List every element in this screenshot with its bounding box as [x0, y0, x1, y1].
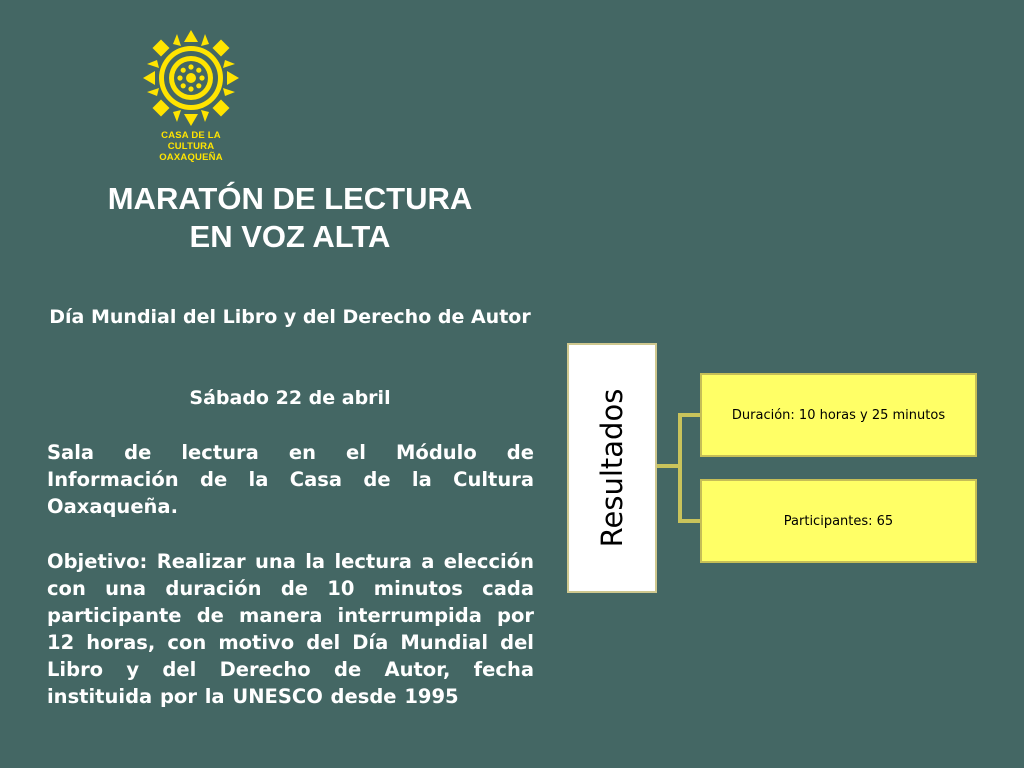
results-box — [567, 343, 657, 593]
event-date: Sábado 22 de abril — [189, 387, 391, 409]
subtitle: Día Mundial del Libro y del Derecho de Autor — [49, 306, 531, 328]
title-line-2: EN VOZ ALTA — [189, 219, 391, 254]
result-participants-text: Participantes: 65 — [783, 513, 894, 529]
objective-paragraph: Objetivo: Realizar una la lectura a elección con una duración de 10 minutos cada participante de manera interrumpida por 12 horas, con motivo del Día Mundial del Libro y del Derecho de Autor, fecha instituida por la UNESCO desde 1995 — [47, 550, 534, 708]
logo-line-2: OAXAQUEÑA — [159, 152, 223, 163]
result-duration-text: Duración: 10 horas y 25 minutos — [731, 407, 946, 423]
location-paragraph: Sala de lectura en el Módulo de Información de la Casa de la Cultura Oaxaqueña. — [47, 441, 534, 518]
logo-line-1: CASA DE LA CULTURA — [161, 130, 221, 152]
result-duration-box — [700, 373, 977, 457]
title-line-1: MARATÓN DE LECTURA — [107, 181, 473, 216]
result-participants-box — [700, 479, 977, 563]
results-label: Resultados — [595, 388, 629, 548]
